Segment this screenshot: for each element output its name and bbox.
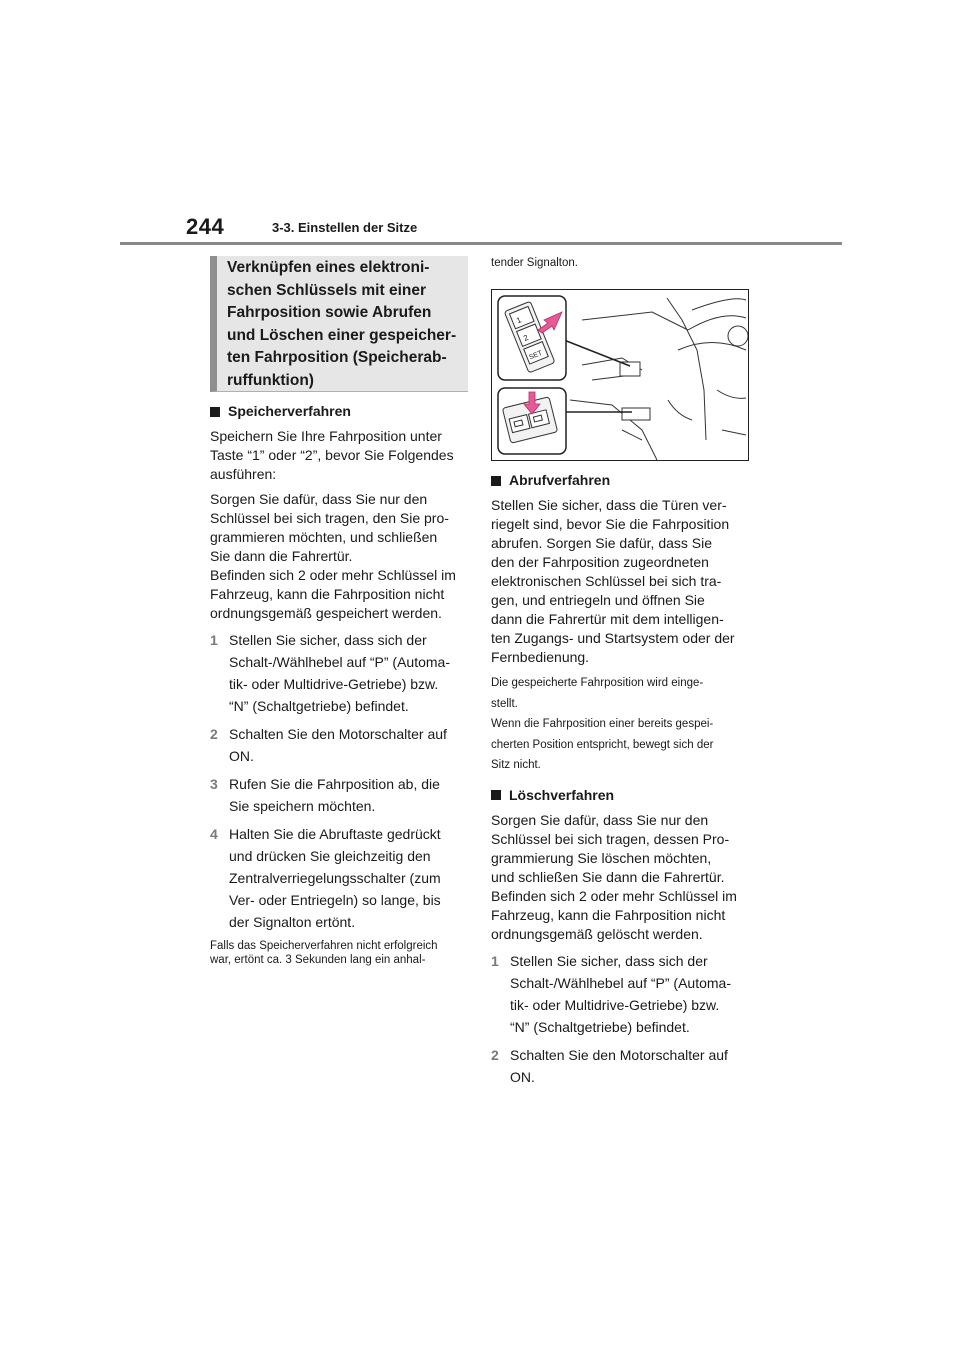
step-2 [210,723,470,767]
step-text: Schalten Sie den Motorschalter auf ON. [510,1046,728,1085]
note: Die gespeicherte Fahrposition wird einge- stellt. Wenn die Fahrposition einer bereits gespei- cherten Position entspricht, bewegt sich der Sitz nicht. [491,677,714,771]
note: Falls das Speicherverfahren nicht erfolgreich war, ertönt ca. 3 Sekunden lang ein anhal- [210,940,438,966]
door-panel-drawing [492,290,748,460]
text-line: ausführen: [210,466,277,482]
step-4 [210,823,470,933]
text-line: Speichern Sie Ihre Fahrposition unter [210,428,442,444]
paragraph: Sorgen Sie dafür, dass Sie nur den Schlüssel bei sich tragen, dessen Pro- grammierung Sie löschen möchten, und schließen Sie dann die Fahrertür. Befinden sich 2 oder mehr Schlüssel im Fahrzeug, kann die Fahrposition nicht ordnungsgemäß gelöscht werden. [491,811,737,942]
right-column [491,256,753,1094]
section-title-line: ruffunktion) [227,371,314,389]
step-2 [491,1044,753,1088]
figure-label-2: 2 [522,333,530,344]
step-number: 2 [491,1046,499,1063]
step-text: Stellen Sie sicher, dass sich der Schalt-/Wählhebel auf “P” (Automa- tik- oder Multidrive-Getriebe) bzw. “N” (Schaltgetriebe) befindet. [510,952,731,1035]
section-title-line: Fahrposition sowie Abrufen [227,304,432,321]
subhead-speicherverfahren [210,402,470,421]
subhead-label: Löschverfahren [509,786,615,803]
text-line: Sorgen Sie dafür, dass Sie nur den [210,491,428,507]
left-column [210,256,470,967]
square-bullet-icon [491,790,501,800]
square-bullet-icon [491,476,501,486]
text-line: Befinden sich 2 oder mehr Schlüssel im [210,567,456,583]
step-text: Schalten Sie den Motorschalter auf ON. [229,726,447,764]
section-title-line: ten Fahrposition (Speicherab- [227,349,447,366]
step-number: 2 [210,726,218,742]
text-line: Taste “1” oder “2”, bevor Sie Folgendes [210,447,454,463]
subhead-abrufverfahren [491,471,753,490]
figure-label-set: SET [528,349,544,362]
paragraph [210,427,470,484]
figure-label-1: 1 [515,315,523,326]
step-text: Stellen Sie sicher, dass sich der Schalt-/Wählhebel auf “P” (Automa- tik- oder Multidrive-Getriebe) bzw. “N” (Schaltgetriebe) befindet. [229,632,450,714]
section-title-line: und Löschen einer gespeicher- [227,326,457,344]
section-title-line: schen Schlüssels mit einer [227,281,427,299]
step-number: 1 [210,632,218,648]
header-rule [120,242,842,245]
subhead-label: Abrufverfahren [509,472,611,488]
subhead-loeschverfahren [491,786,753,805]
text-line: Schlüssel bei sich tragen, den Sie pro- [210,510,449,526]
step-1 [491,950,753,1038]
text-line: Sie dann die Fahrertür. [210,548,353,564]
paragraph: Stellen Sie sicher, dass die Türen ver- riegelt sind, bevor Sie die Fahrposition abrufen. Sorgen Sie dafür, dass Sie den der Fahrposition zugeordneten elektronischen Schlüssel bei sich tra- gen, und entriegeln und öffnen Sie dann die Fahrertür mit dem intelligen- ten Zugangs- und Startsystem oder der Fernbedienung. [491,497,735,665]
chapter-title: 3-3. Einstellen der Sitze [272,220,418,235]
text-line: grammieren möchten, und schließen [210,529,438,545]
step-1 [210,629,470,717]
note-continuation: tender Signalton. [491,257,578,269]
step-number: 1 [491,952,499,969]
illustration-memory-switch [491,289,749,461]
page-number: 244 [186,214,225,239]
step-text: Halten Sie die Abruftaste gedrückt und drücken Sie gleichzeitig den Zentralverriegelungsschalter (zum Ver- oder Entriegeln) so lange, bis der Signalton ertönt. [229,826,441,930]
step-number: 3 [210,776,218,792]
square-bullet-icon [210,407,220,417]
step-number: 4 [210,826,218,842]
text-line: Fahrzeug, kann die Fahrposition nicht [210,586,445,602]
paragraph [210,490,470,623]
section-title-box [210,256,468,392]
step-text: Rufen Sie die Fahrposition ab, die Sie speichern möchten. [229,776,440,814]
subhead-label: Speicherverfahren [228,403,351,419]
step-3 [210,773,470,817]
text-line: ordnungsgemäß gespeichert werden. [210,605,442,621]
section-title-line: Verknüpfen eines elektroni- [227,259,430,276]
